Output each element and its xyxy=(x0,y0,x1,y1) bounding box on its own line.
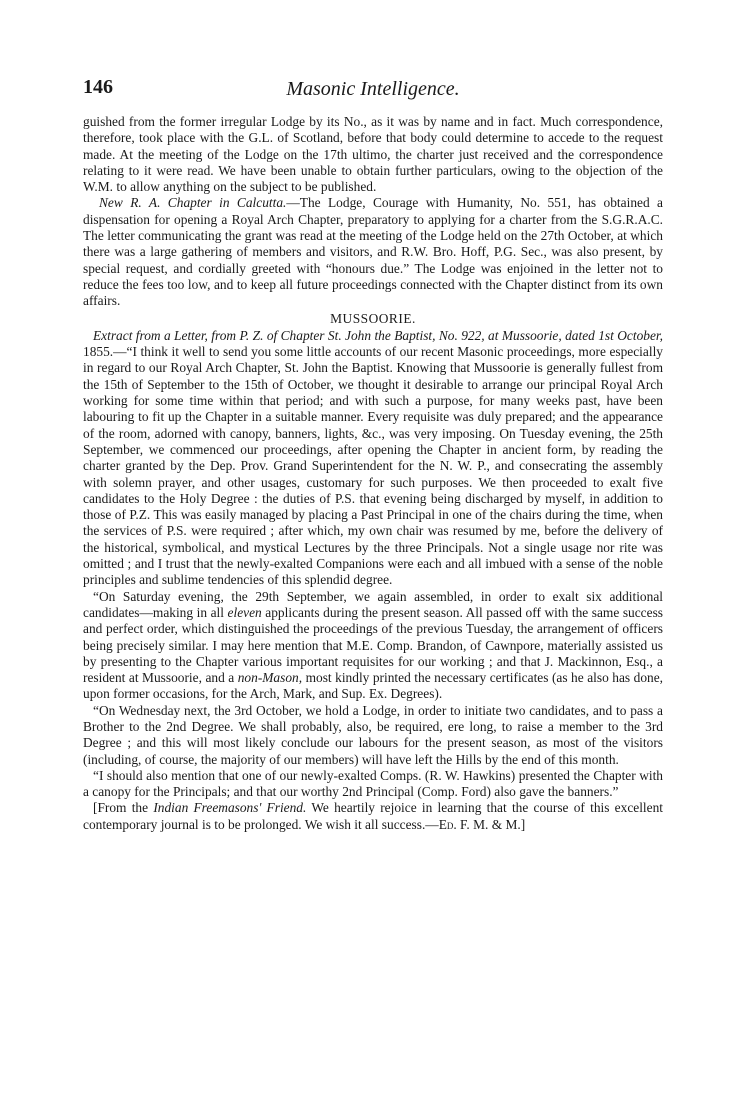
paragraph-letter xyxy=(83,328,663,589)
running-title: Masonic Intelligence. xyxy=(286,78,460,100)
paragraph-wednesday xyxy=(83,703,663,768)
paragraph-text: guished from the former irregular Lodge by its No., as it was by name and in fact. Much correspondence, therefore, took place with the G.L. of Scotland, before that body could determine to accede to the request made. At the meeting of the Lodge on the 17th ultimo, the charter just received and the correspondence relating to it were read. We have been unable to obtain further particulars, owing to the objection of the W.M. to allow anything on the subject to be published. xyxy=(83,114,663,195)
paragraph-text: —The Lodge, Courage with Humanity, No. 551, has obtained a dispensation for opening a Royal Arch Chapter, preparatory to applying for a charter from the S.G.R.A.C. The letter communicating the grant was read at the meeting of the Lodge held on the 27th October, at which there was a large gathering of members and visitors, and R.W. Bro. Hoff, P.G. Sec., was also present, by special request, and cordially greeted with “honours due.” The Lodge was enjoined in the letter not to reduce the fees too low, and to keep all future proceedings connected with the Chapter distinct from its own affairs. xyxy=(83,195,663,309)
page xyxy=(83,76,663,833)
editor-signature: Ed. F. M. & M. xyxy=(438,816,521,832)
emphasis-eleven: eleven xyxy=(227,604,262,620)
emphasis-non-mason: non-Mason, xyxy=(237,670,303,686)
paragraph-text: —“I think it well to send you some little accounts of our recent Masonic proceedings, more especially in regard to our Royal Arch Chapter, St. John the Baptist. Knowing that Mussoorie is generally fullest from the 15th of September to the 15th of October, we thought it desirable to arrange our principal Royal Arch working for some time within that period; and with such a purpose, for many weeks past, have been labouring to fit up the Chapter in a suitable manner. Every requisite was duly prepared; and the appearance of the room, adorned with canopy, banners, lights, &c., was very imposing. On Tuesday evening, the 25th September, we commenced our proceedings, after opening the Chapter in ancient form, by reading the charter granted by the Dep. Prov. Grand Superintendent for the N. W. P., and consecrating the assembly with solemn prayer, and other usages, customary for such purposes. We then proceeded to exalt five candidates to the Holy Degree : the duties of P.S. that evening being discharged by myself, in addition to those of P.Z. This was easily managed by placing a Past Principal in one of the chairs during the time, when the services of P.S. were required ; after which, my own chair was resumed by me, before the delivery of the historical, symbolical, and mystical Lectures by the three Principals. Not a single usage nor rite was omitted ; and I trust that the newly-exalted Companions were each and all imbued with a sense of the noble principles and sublime tendencies of this splendid degree. xyxy=(83,344,663,588)
paragraph-text: ] xyxy=(520,816,526,832)
paragraph-lead: New R. A. Chapter in Calcutta. xyxy=(99,195,287,211)
article-body xyxy=(83,114,663,833)
paragraph-text: “I should also mention that one of our newly-exalted Comps. (R. W. Hawkins) presented the Chapter with a canopy for the Principals; and that our worthy 2nd Principal (Comp. Ford) also gave the banners.” xyxy=(83,767,663,800)
paragraph-text: applicants during the present season. All passed off with the same success and perfect order, which distinguished the proceedings of the previous Tuesday, the arrangement of officers being precisely similar. I may here mention that M.E. Comp. Brandon, of Cawnpore, materially assisted us by presenting to the Chapter various important requisites for our working ; and that J. Mackinnon, Esq., a resident at Mussoorie, and a xyxy=(83,604,663,686)
paragraph-editor-note xyxy=(83,800,663,833)
source-title: Indian Freemasons' Friend. xyxy=(153,800,307,816)
paragraph-calcutta xyxy=(83,195,663,309)
paragraph-year: 1855. xyxy=(83,344,114,360)
paragraph-text: “On Wednesday next, the 3rd October, we hold a Lodge, in order to initiate two candidates, and to pass a Brother to the 2nd Degree. We shall probably, also, be required, ere long, to raise a member to the 3rd Degree ; and this will most likely conclude our labours for the present season, as most of the visitors (including, of course, the majority of our members) will have left the Hills by the end of this month. xyxy=(83,702,663,767)
paragraph-text: We heartily rejoice in learning that the course of this excellent contemporary journal is to be prolonged. We wish it all success.— xyxy=(83,800,664,832)
paragraph-mention xyxy=(83,768,663,801)
section-heading: MUSSOORIE. xyxy=(330,310,416,326)
paragraph-text: “On Saturday evening, the 29th September, we again assembled, in order to exalt six additional candidates—making in all xyxy=(83,588,663,620)
paragraph-saturday xyxy=(83,589,663,703)
page-header xyxy=(83,76,663,104)
paragraph-text: [From the xyxy=(93,800,154,816)
paragraph-lead: Extract from a Letter, from P. Z. of Chapter St. John the Baptist, No. 922, at Mussoorie, dated 1st October, xyxy=(93,327,663,343)
paragraph-continuation xyxy=(83,114,663,195)
page-number: 146 xyxy=(83,76,113,98)
paragraph-text: most kindly printed the necessary certificates (as he also has done, upon former occasions, for the Arch, Mark, and Sup. Ex. Degrees). xyxy=(83,670,664,702)
